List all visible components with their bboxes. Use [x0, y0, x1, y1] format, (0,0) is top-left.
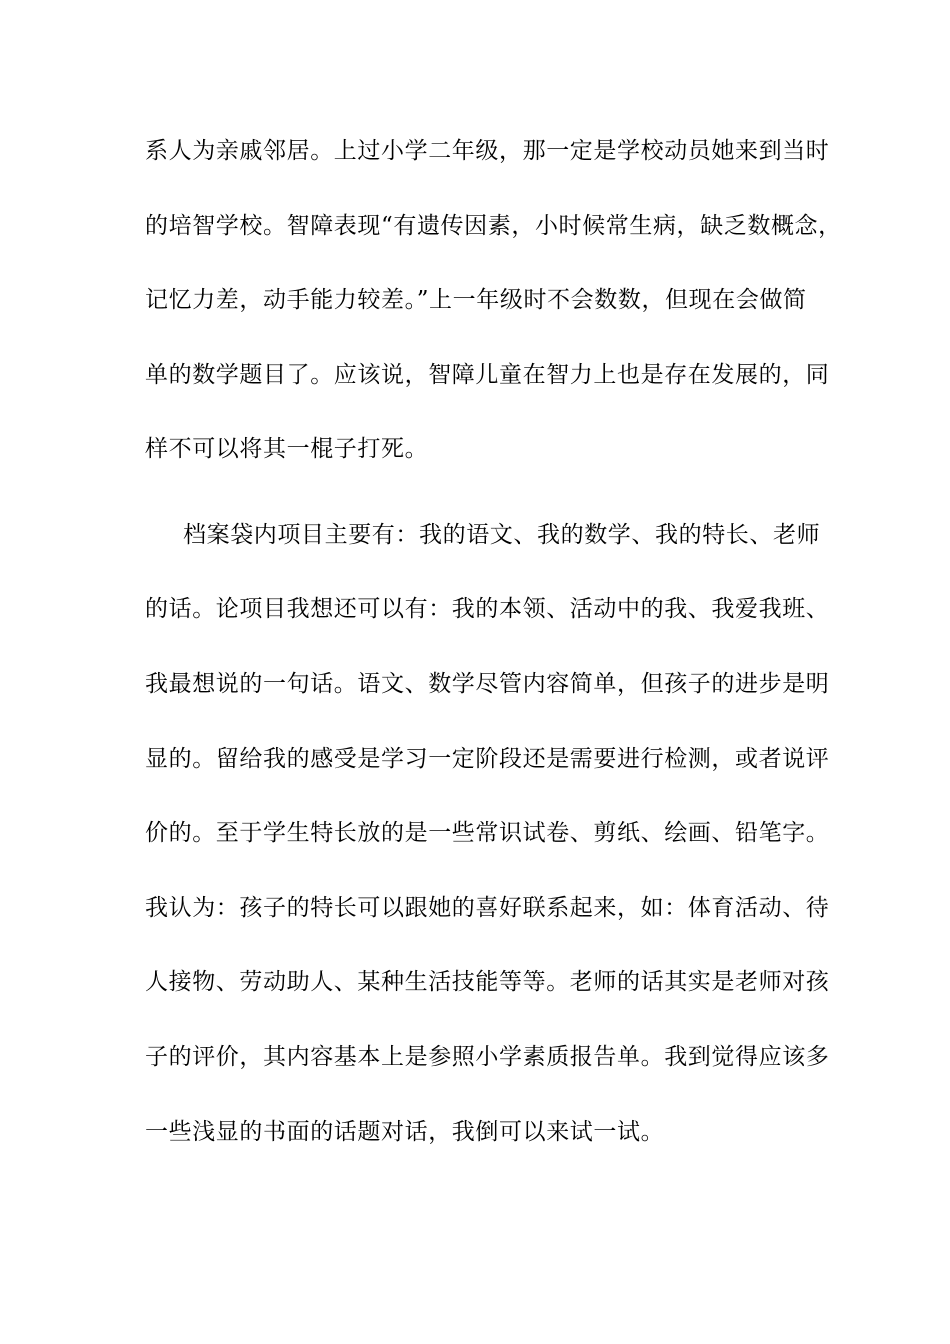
text-line: 价的。至于学生特长放的是一些常识试卷、剪纸、绘画、铅笔字。 [145, 820, 830, 846]
text-line: 子的评价，其内容基本上是参照小学素质报告单。我到觉得应该多 [145, 1044, 830, 1070]
text-line: 的话。论项目我想还可以有：我的本领、活动中的我、我爱我班、 [145, 596, 830, 622]
text-line: 的培智学校。智障表现“有遗传因素，小时候常生病，缺乏数概念， [145, 213, 842, 239]
text-line: 人接物、劳动助人、某种生活技能等等。老师的话其实是老师对孩 [145, 969, 830, 995]
text-line: 我最想说的一句话。语文、数学尽管内容简单，但孩子的进步是明 [145, 671, 830, 697]
text-line: 样不可以将其一棍子打死。 [145, 436, 429, 462]
text-line: 记忆力差，动手能力较差。”上一年级时不会数数，但现在会做简 [145, 287, 807, 313]
text-line: 我认为：孩子的特长可以跟她的喜好联系起来，如：体育活动、待 [145, 895, 830, 921]
text-line: 单的数学题目了。应该说，智障儿童在智力上也是存在发展的，同 [145, 362, 830, 388]
text-line: 显的。留给我的感受是学习一定阶段还是需要进行检测，或者说评 [145, 746, 830, 772]
text-line: 一些浅显的书面的话题对话，我倒可以来试一试。 [145, 1119, 665, 1145]
text-line: 档案袋内项目主要有：我的语文、我的数学、我的特长、老师 [183, 522, 821, 548]
text-line: 系人为亲戚邻居。上过小学二年级，那一定是学校动员她来到当时 [145, 138, 830, 164]
